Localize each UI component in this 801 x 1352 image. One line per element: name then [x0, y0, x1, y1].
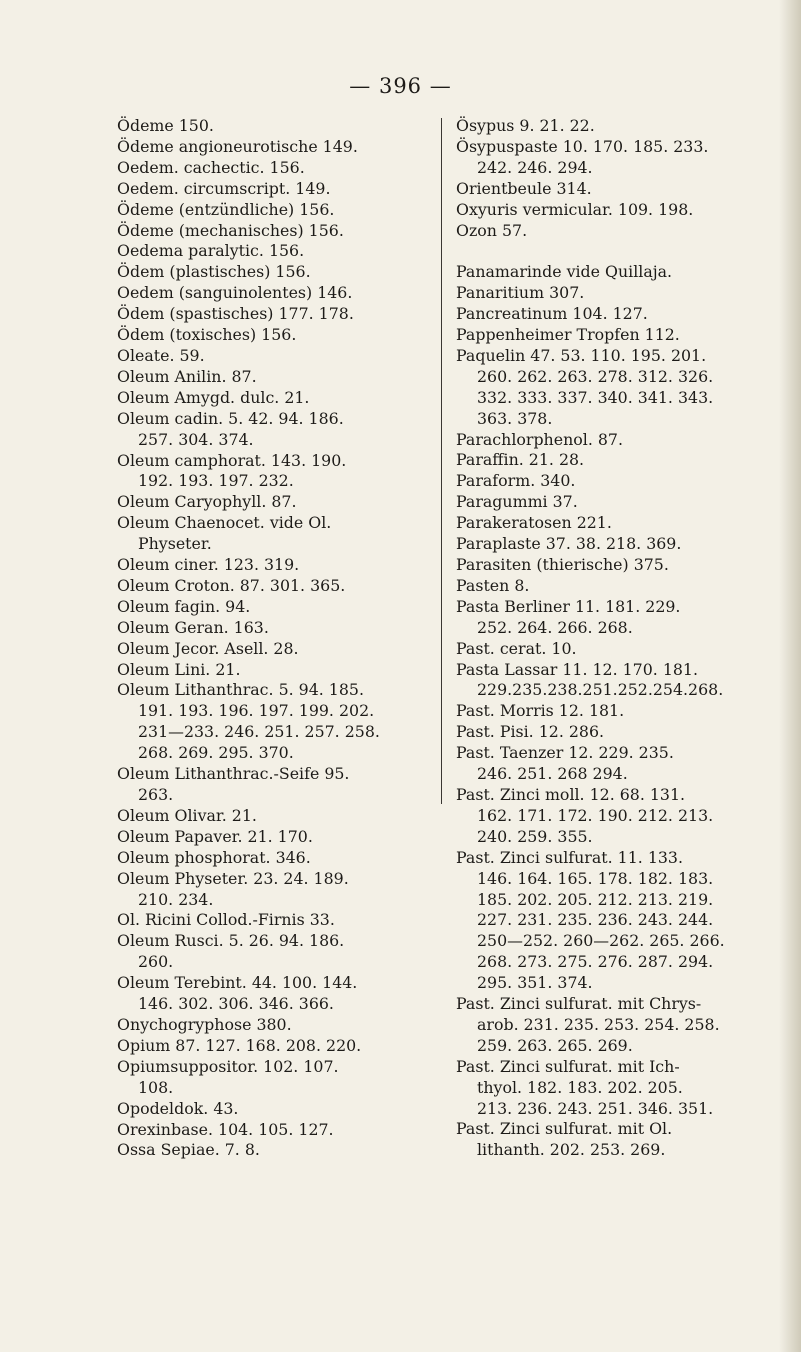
index-entry [456, 179, 776, 200]
index-entry [117, 409, 427, 451]
index-entry [117, 806, 427, 827]
index-entry-line: Ödeme 150. [117, 116, 214, 135]
index-entry-line: Paraplaste 37. 38. 218. 369. [456, 534, 682, 554]
index-entry-line: thyol. 182. 183. 202. 205. [477, 1077, 683, 1097]
index-entry [117, 367, 427, 388]
index-group-oe-o [456, 116, 776, 241]
index-entry [117, 200, 427, 221]
index-entry-line: Oleum Geran. 163. [117, 617, 269, 637]
index-entry-line: Oleum Rusci. 5. 26. 94. 186. [117, 931, 345, 951]
index-entry [117, 973, 427, 1015]
page-edge-shadow [779, 0, 801, 1352]
index-entry [117, 137, 427, 158]
index-entry-line: Ödeme (entzündliche) 156. [117, 199, 335, 219]
index-entry-line: Parasiten (thierische) 375. [456, 555, 669, 575]
index-entry-line: Ossa Sepiae. 7. 8. [117, 1140, 260, 1160]
index-entry [456, 701, 776, 722]
index-entry-line: 162. 171. 172. 190. 212. 213. [477, 805, 714, 825]
index-entry-line: Oedem. cachectic. 156. [117, 157, 305, 177]
index-entry-line: Oleum Lini. 21. [117, 659, 241, 679]
index-entry-line: 240. 259. 355. [477, 826, 593, 846]
index-entry [117, 1140, 427, 1161]
index-entry-line: Oleum camphorat. 143. 190. [117, 450, 347, 470]
index-entry [456, 492, 776, 513]
index-entry [117, 283, 427, 304]
index-entry [117, 597, 427, 618]
index-entry-line: 227. 231. 235. 236. 243. 244. [477, 910, 714, 930]
index-entry-line: Past. Taenzer 12. 229. 235. [456, 743, 674, 763]
index-entry-line: Pasta Lassar 11. 12. 170. 181. [456, 659, 698, 679]
index-entry [456, 743, 776, 785]
index-entry [117, 388, 427, 409]
index-entry-line: 185. 202. 205. 212. 213. 219. [477, 889, 714, 909]
index-entry-line: Opiumsuppositor. 102. 107. [117, 1056, 339, 1076]
index-entry-line: 268. 269. 295. 370. [138, 743, 294, 763]
index-entry-line: Oleum phosphorat. 346. [117, 847, 311, 867]
index-entry-line: 260. [138, 952, 174, 972]
index-entry [117, 262, 427, 283]
index-entry-line: Paraffin. 21. 28. [456, 450, 585, 470]
index-entry-line: 260. 262. 263. 278. 312. 326. [477, 366, 714, 386]
index-entry-line: Oedem (sanguinolentes) 146. [117, 283, 353, 303]
index-entry-line: Ödeme angioneurotische 149. [117, 136, 358, 156]
index-entry-line: Oleum Amygd. dulc. 21. [117, 387, 310, 407]
index-entry-line: Ödem (plastisches) 156. [117, 262, 311, 282]
index-entry [117, 639, 427, 660]
index-entry-line: Past. Morris 12. 181. [456, 701, 625, 721]
index-entry-line: Oleum fagin. 94. [117, 596, 251, 616]
index-entry-line: Past. Zinci moll. 12. 68. 131. [456, 784, 686, 804]
page-number: — 396 — [349, 74, 452, 98]
index-entry-line: Oleum Jecor. Asell. 28. [117, 638, 299, 658]
index-entry [117, 910, 427, 931]
index-entry-line: Past. Zinci sulfurat. 11. 133. [456, 847, 683, 867]
index-entry-line: Ödeme (mechanisches) 156. [117, 220, 344, 240]
index-entry-line: Past. Zinci sulfurat. mit Chrys- [456, 994, 702, 1014]
index-entry-line: Opodeldok. 43. [117, 1098, 239, 1118]
index-entry-line: 332. 333. 337. 340. 341. 343. [477, 387, 714, 407]
index-entry [117, 576, 427, 597]
index-entry-line: Oleum Papaver. 21. 170. [117, 826, 313, 846]
index-entry-line: Paquelin 47. 53. 110. 195. 201. [456, 345, 707, 365]
index-entry-line: Oleate. 59. [117, 345, 205, 365]
index-entry-line: Oleum cadin. 5. 42. 94. 186. [117, 408, 344, 428]
index-entry-line: Parachlorphenol. 87. [456, 429, 623, 449]
index-entry-line: Oxyuris vermicular. 109. 198. [456, 199, 694, 219]
index-entry [456, 576, 776, 597]
index-entry-line: 257. 304. 374. [138, 429, 254, 449]
index-entry [456, 283, 776, 304]
index-entry-line: Oleum Lithanthrac. 5. 94. 185. [117, 680, 364, 700]
index-entry-line: 295. 351. 374. [477, 973, 593, 993]
index-entry-line: 210. 234. [138, 889, 214, 909]
index-entry-line: Orexinbase. 104. 105. 127. [117, 1119, 334, 1139]
index-entry [456, 346, 776, 430]
index-entry-line: Past. Zinci sulfurat. mit Ich- [456, 1056, 680, 1076]
index-entry-line: 252. 264. 266. 268. [477, 617, 633, 637]
index-entry [117, 1015, 427, 1036]
index-entry [117, 179, 427, 200]
index-entry [117, 555, 427, 576]
index-entry [456, 450, 776, 471]
index-entry-line: lithanth. 202. 253. 269. [477, 1140, 666, 1160]
index-entry-line: Oleum Terebint. 44. 100. 144. [117, 973, 358, 993]
index-entry-line: Paraform. 340. [456, 471, 576, 491]
group-gap [456, 241, 776, 262]
index-entry [117, 931, 427, 973]
index-entry [456, 555, 776, 576]
index-entry-line: 231—233. 246. 251. 257. 258. [138, 722, 380, 742]
index-entry-line: Physeter. [138, 534, 212, 554]
index-entry [117, 1099, 427, 1120]
index-entry [117, 304, 427, 325]
index-entry-line: 213. 236. 243. 251. 346. 351. [477, 1098, 714, 1118]
index-column-left [117, 116, 427, 1161]
index-entry [456, 848, 776, 994]
index-entry [456, 116, 776, 137]
index-entry [117, 221, 427, 242]
index-entry-line: Ösypuspaste 10. 170. 185. 233. [456, 136, 709, 156]
index-entry [456, 1119, 776, 1161]
index-column-right [456, 116, 776, 1161]
index-entry [117, 451, 427, 493]
index-entry [117, 660, 427, 681]
index-entry [456, 325, 776, 346]
index-entry [117, 325, 427, 346]
index-entry-line: Ödem (spastisches) 177. 178. [117, 304, 354, 324]
index-entry [456, 639, 776, 660]
index-entry [456, 430, 776, 451]
index-entry-line: Panamarinde vide Quillaja. [456, 262, 673, 282]
index-entry [456, 994, 776, 1057]
index-entry [117, 618, 427, 639]
index-entry-line: 191. 193. 196. 197. 199. 202. [138, 701, 375, 721]
index-entry-line: Opium 87. 127. 168. 208. 220. [117, 1035, 362, 1055]
index-entry-line: Oleum Chaenocet. vide Ol. [117, 513, 332, 533]
index-entry [456, 200, 776, 221]
index-entry [117, 513, 427, 555]
index-entry [456, 722, 776, 743]
index-entry [117, 848, 427, 869]
index-entry-line: Oleum ciner. 123. 319. [117, 555, 300, 575]
index-entry-line: Past. cerat. 10. [456, 638, 577, 658]
index-entry-line: Past. Zinci sulfurat. mit Ol. [456, 1119, 673, 1139]
index-entry [117, 241, 427, 262]
index-entry-line: 108. [138, 1077, 174, 1097]
index-entry-line: Oleum Olivar. 21. [117, 805, 257, 825]
index-entry [456, 304, 776, 325]
index-entry [117, 346, 427, 367]
index-entry [117, 827, 427, 848]
index-entry [456, 597, 776, 639]
index-entry-line: Ol. Ricini Collod.-Firnis 33. [117, 910, 335, 930]
index-entry-line: 242. 246. 294. [477, 157, 593, 177]
index-entry-line: 263. [138, 785, 174, 804]
column-divider [441, 118, 442, 804]
index-entry [456, 660, 776, 702]
index-entry-line: Oleum Croton. 87. 301. 365. [117, 575, 346, 595]
index-entry-line: Oedema paralytic. 156. [117, 241, 305, 261]
index-entry-line: 192. 193. 197. 232. [138, 471, 294, 491]
index-entry-line: Oleum Lithanthrac.-Seife 95. [117, 764, 350, 784]
index-entry-line: Pappenheimer Tropfen 112. [456, 325, 680, 345]
index-entry [456, 137, 776, 179]
index-entry-line: Oleum Caryophyll. 87. [117, 492, 297, 512]
index-entry-line: 268. 273. 275. 276. 287. 294. [477, 952, 714, 972]
index-entry-line: 146. 164. 165. 178. 182. 183. [477, 868, 714, 888]
index-entry [117, 680, 427, 764]
index-entry [456, 262, 776, 283]
index-entry-line: Pasta Berliner 11. 181. 229. [456, 596, 681, 616]
index-entry [456, 1057, 776, 1120]
index-group-p [456, 262, 776, 1161]
index-entry-line: Ozon 57. [456, 220, 528, 240]
index-entry [117, 158, 427, 179]
index-entry [117, 869, 427, 911]
index-entry-line: Oleum Physeter. 23. 24. 189. [117, 868, 349, 888]
index-entry [456, 471, 776, 492]
index-entry-line: Pancreatinum 104. 127. [456, 304, 648, 324]
index-entry [117, 1036, 427, 1057]
index-entry-line: Oedem. circumscript. 149. [117, 178, 331, 198]
index-entry-line: Paragummi 37. [456, 492, 578, 512]
index-entry-line: Onychogryphose 380. [117, 1014, 292, 1034]
index-entry [456, 785, 776, 848]
index-entry-line: 363. 378. [477, 408, 553, 428]
index-entry-line: 259. 263. 265. 269. [477, 1035, 633, 1055]
index-entry-line: 246. 251. 268 294. [477, 764, 628, 784]
index-entry-line: Orientbeule 314. [456, 178, 592, 198]
index-entry-line: Parakeratosen 221. [456, 513, 612, 533]
index-entry-line: 229.235.238.251.252.254.268. [477, 680, 724, 700]
index-entry-line: Oleum Anilin. 87. [117, 366, 257, 386]
index-entry [456, 221, 776, 242]
index-entry [456, 534, 776, 555]
index-entry-line: Ösypus 9. 21. 22. [456, 116, 595, 135]
index-entry [456, 513, 776, 534]
index-entry [117, 492, 427, 513]
index-entry-line: 250—252. 260—262. 265. 266. [477, 931, 725, 951]
index-entry [117, 764, 427, 806]
index-entry [117, 116, 427, 137]
index-entry-line: arob. 231. 235. 253. 254. 258. [477, 1014, 720, 1034]
index-entry [117, 1120, 427, 1141]
index-entry [117, 1057, 427, 1099]
index-entry-line: Panaritium 307. [456, 283, 585, 303]
index-entry-line: 146. 302. 306. 346. 366. [138, 994, 334, 1014]
index-entry-line: Ödem (toxisches) 156. [117, 325, 297, 345]
index-entry-line: Pasten 8. [456, 575, 530, 595]
index-entry-line: Past. Pisi. 12. 286. [456, 722, 605, 742]
